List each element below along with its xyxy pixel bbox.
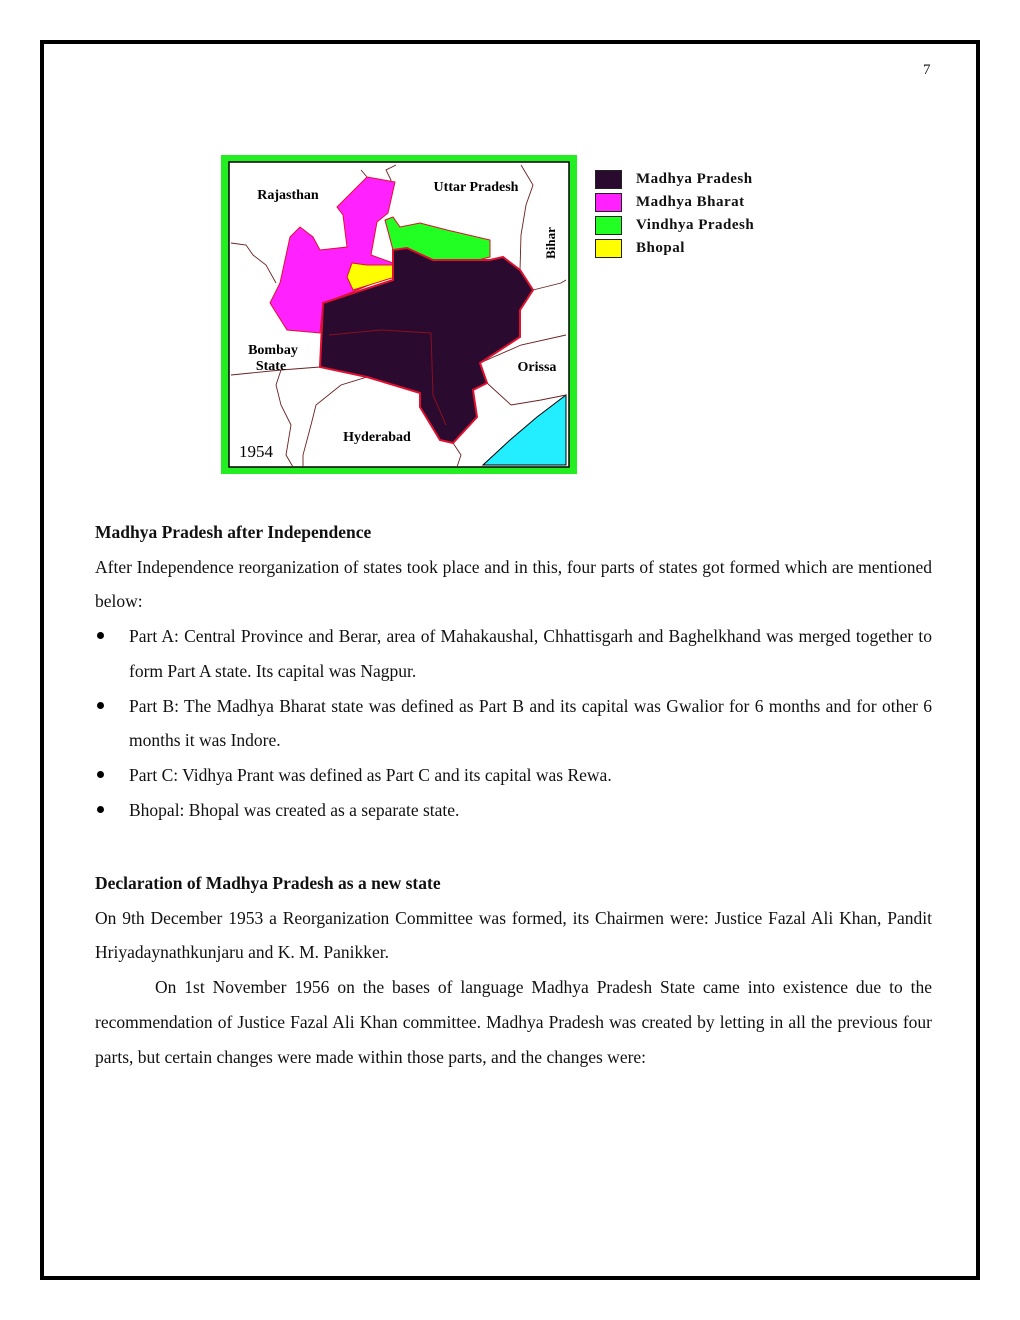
paragraph: On 1st November 1956 on the bases of language Madhya Pradesh State came into existence due to the recommendation of Justice Fazal Ali Khan committee. Madhya Pradesh was created by letting in all the previous four parts, but certain changes were made within those parts, and the changes were: [95,977,932,1067]
list-item: Part C: Vidhya Prant was defined as Part C and its capital was Rewa. [95,758,932,793]
label-rajasthan: Rajasthan [257,188,319,203]
legend-label: Madhya Pradesh [636,171,753,187]
legend-item-madhya-pradesh [595,168,754,191]
section-after-independence [95,515,932,827]
list-item: Part A: Central Province and Berar, area of Mahakaushal, Chhattisgarh and Baghelkhand was merged together to form Part A state. Its capital was Nagpur. [95,619,932,688]
legend-label: Bhopal [636,240,685,256]
page-number: 7 [923,62,931,78]
legend-swatch [595,170,622,189]
legend-swatch [595,193,622,212]
map-legend [595,168,754,260]
section-heading: Declaration of Madhya Pradesh as a new state [95,873,441,893]
parts-list [95,619,932,827]
legend-item-vindhya-pradesh [595,214,754,237]
label-state: State [255,359,287,374]
map-1954-states [221,155,577,474]
legend-swatch [595,239,622,258]
label-year: 1954 [239,442,273,461]
legend-label: Vindhya Pradesh [636,217,755,233]
section-heading: Madhya Pradesh after Independence [95,522,372,542]
label-orissa: Orissa [517,360,557,375]
list-item: Part B: The Madhya Bharat state was defined as Part B and its capital was Gwalior for 6 months and for other 6 months it was Indore. [95,689,932,758]
legend-swatch [595,216,622,235]
list-item: Bhopal: Bhopal was created as a separate state. [95,793,932,828]
legend-item-bhopal [595,237,754,260]
legend-item-madhya-bharat [595,191,754,214]
paragraph: On 9th December 1953 a Reorganization Committee was formed, its Chairmen were: Justice Fazal Ali Khan, Pandit Hriyadaynathkunjaru and K. M. Panikker. [95,907,932,963]
label-bihar: Bihar [543,227,558,259]
label-uttar-pradesh: Uttar Pradesh [433,180,519,195]
legend-label: Madhya Bharat [636,194,745,210]
intro-paragraph: After Independence reorganization of states took place and in this, four parts of states got formed which are mentioned below: [95,556,932,612]
label-hyderabad: Hyderabad [343,430,411,445]
section-declaration [95,866,932,1074]
label-bombay: Bombay [248,343,298,358]
